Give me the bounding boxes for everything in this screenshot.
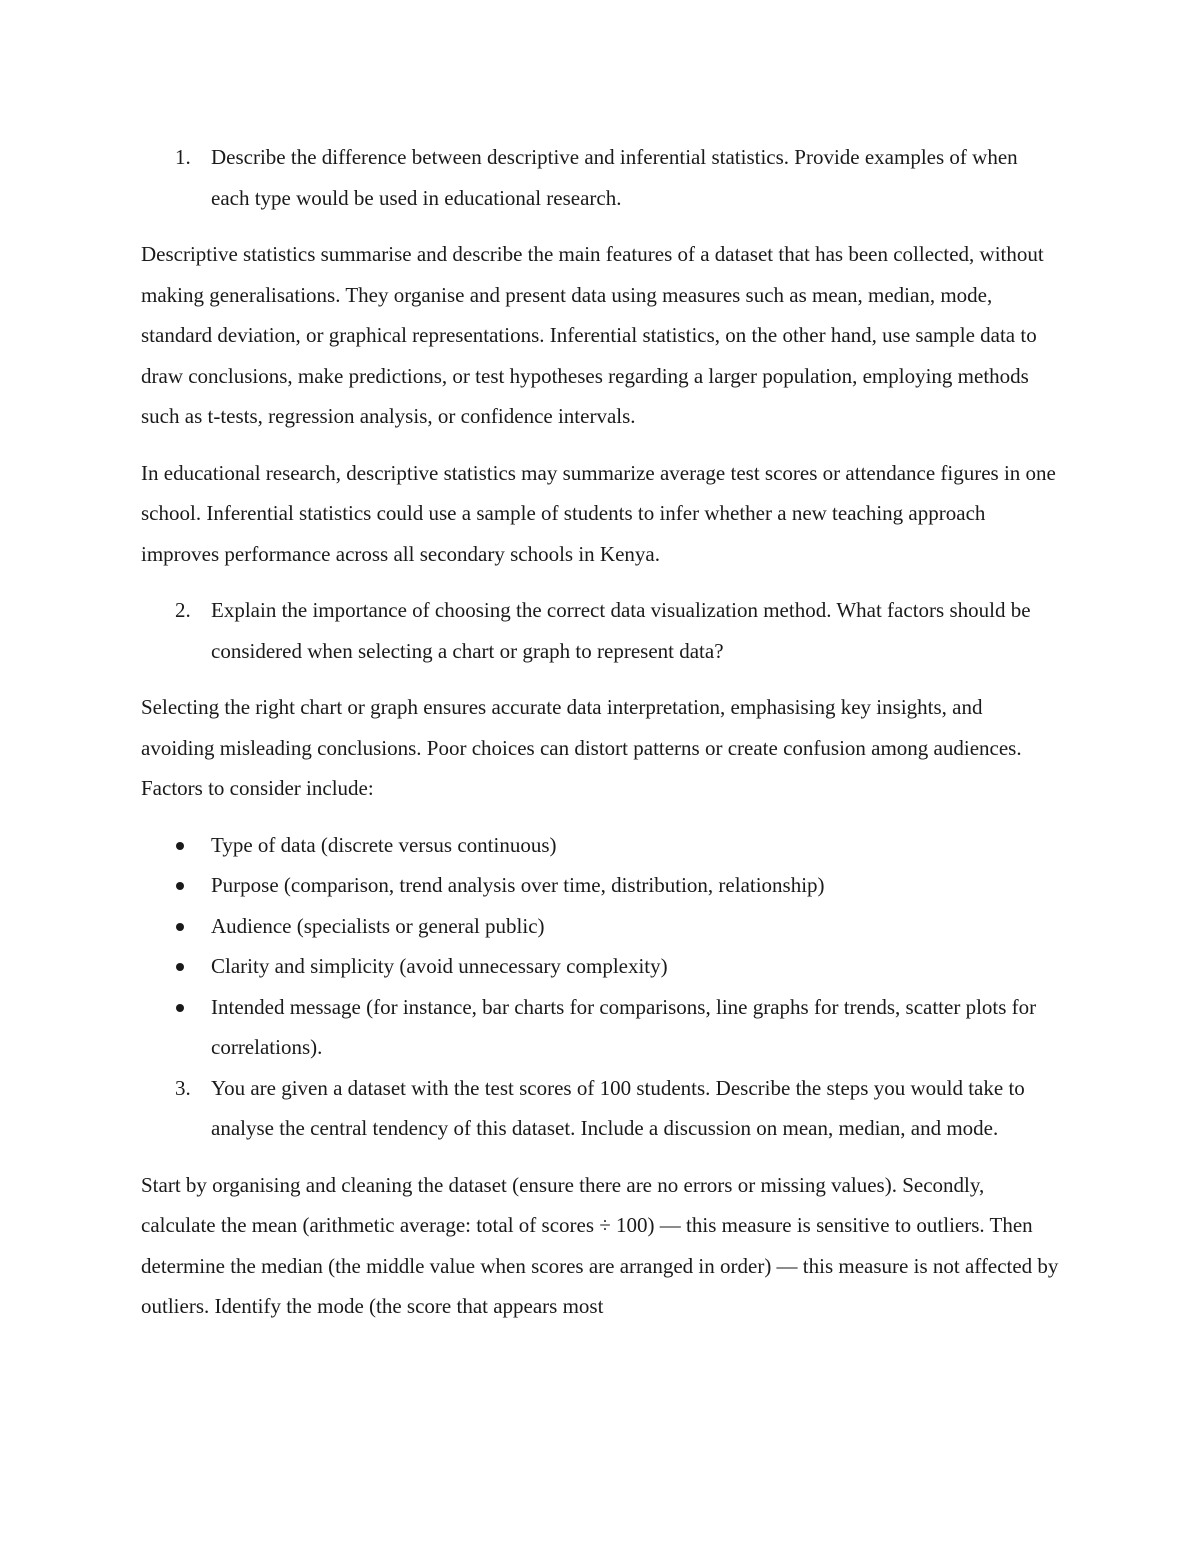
document-body xyxy=(141,137,1061,1343)
question-1-text: Describe the difference between descriptive and inferential statistics. Provide examples of when each type would be used in educational research. xyxy=(211,145,1018,210)
bullet-icon xyxy=(176,882,184,890)
answer-1-paragraph-1: Descriptive statistics summarise and describe the main features of a dataset that has been collected, without making generalisations. They organise and present data using measures such as mean, median, mode, standard deviation, or graphical representations. Inferential statistics, on the other hand, use sample data to draw conclusions, make predictions, or test hypotheses regarding a larger population, employing methods such as t-tests, regression analysis, or confidence intervals. xyxy=(141,242,1044,428)
factor-text: Audience (specialists or general public) xyxy=(211,913,545,938)
bullet-icon xyxy=(176,1004,184,1012)
bullet-icon xyxy=(176,842,184,850)
answer-2-intro: Selecting the right chart or graph ensures accurate data interpretation, emphasising key insights, and avoiding misleading conclusions. Poor choices can distort patterns or create confusion among audiences. Factors to consider include: xyxy=(141,695,1022,800)
question-3 xyxy=(141,1068,1061,1149)
factor-item xyxy=(141,906,1061,947)
factor-item xyxy=(141,946,1061,987)
factor-text: Type of data (discrete versus continuous) xyxy=(211,832,557,857)
factor-text: Intended message (for instance, bar charts for comparisons, line graphs for trends, scatter plots for correlations). xyxy=(211,994,1037,1059)
question-1-number: 1. xyxy=(175,145,191,169)
factors-list xyxy=(141,825,1061,1068)
bullet-icon xyxy=(176,963,184,971)
question-1 xyxy=(141,137,1061,218)
factor-text: Purpose (comparison, trend analysis over time, distribution, relationship) xyxy=(211,873,825,897)
factor-item xyxy=(141,865,1061,906)
question-2-number: 2. xyxy=(175,598,191,622)
question-2-text: Explain the importance of choosing the correct data visualization method. What factors should be considered when selecting a chart or graph to represent data? xyxy=(211,598,1031,663)
factor-item xyxy=(141,987,1061,1068)
factor-text: Clarity and simplicity (avoid unnecessary complexity) xyxy=(211,954,668,978)
question-3-text: You are given a dataset with the test scores of 100 students. Describe the steps you would take to analyse the central tendency of this dataset. Include a discussion on mean, median, and mode. xyxy=(211,1075,1025,1140)
answer-1-paragraph-2: In educational research, descriptive statistics may summarize average test scores or attendance figures in one school. Inferential statistics could use a sample of students to infer whether a new teaching approach improves performance across all secondary schools in Kenya. xyxy=(141,460,1056,566)
question-2 xyxy=(141,590,1061,671)
answer-3-paragraph: Start by organising and cleaning the dataset (ensure there are no errors or missing values). Secondly, calculate the mean (arithmetic average: total of scores ÷ 100) — this measure is sensitive to outliers. Then determine the median (the middle value when scores are arranged in order) — this measure is not affected by outliers. Identify the mode (the score that appears most xyxy=(141,1172,1059,1318)
question-3-number: 3. xyxy=(175,1075,191,1100)
bullet-icon xyxy=(176,923,184,931)
factor-item xyxy=(141,825,1061,866)
